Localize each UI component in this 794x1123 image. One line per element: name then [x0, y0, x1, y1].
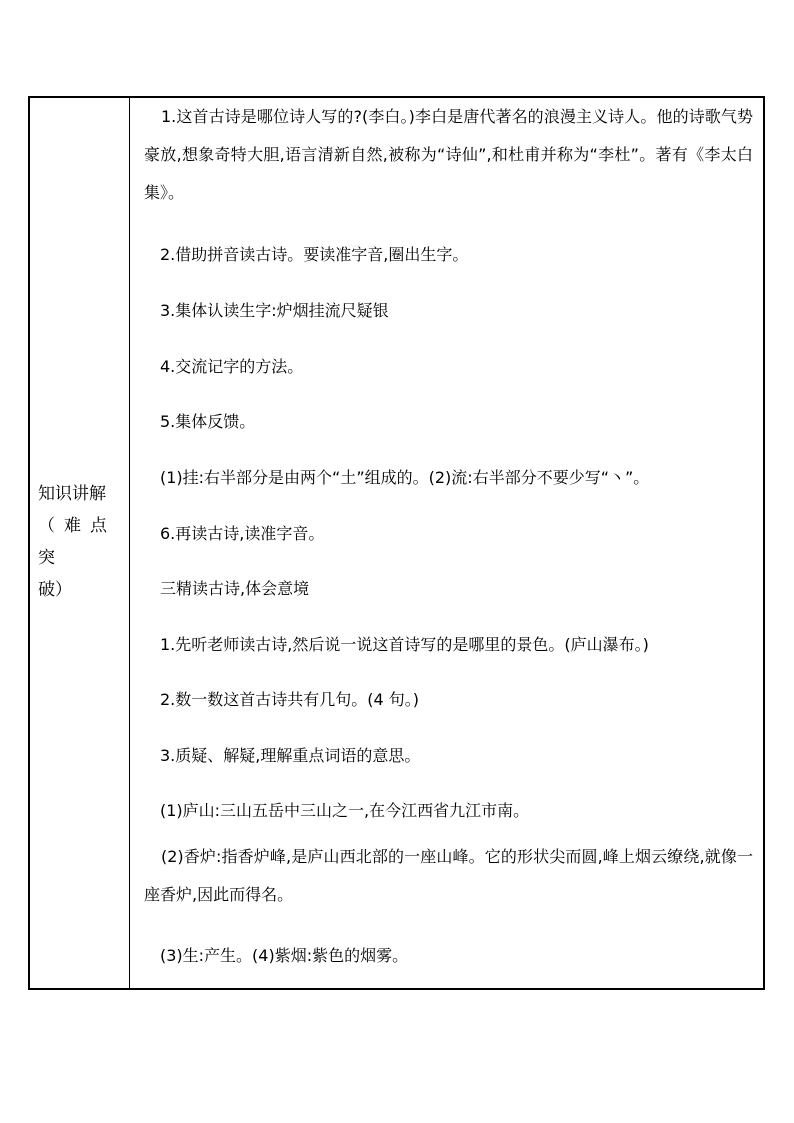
paragraph-ziyan: (3)生:产生。(4)紫烟:紫色的烟雾。 [160, 946, 409, 965]
lesson-table [28, 96, 765, 990]
section-heading-close-reading: 三精读古诗,体会意境 [160, 579, 310, 598]
row-label-subtitle: （难点突 [38, 516, 116, 568]
row-label-title: 知识讲解 [38, 484, 106, 504]
paragraph-scenery-question: 1.先听老师读古诗,然后说一说这首诗写的是哪里的景色。(庐山瀑布。) [160, 635, 649, 654]
paragraph-reread: 6.再读古诗,读准字音。 [160, 524, 325, 543]
row-label-cell [30, 98, 130, 988]
paragraph-new-characters: 3.集体认读生字:炉烟挂流尺疑银 [160, 301, 389, 320]
paragraph-vocabulary: 3.质疑、解疑,理解重点词语的意思。 [160, 746, 421, 765]
paragraph-feedback: 5.集体反馈。 [160, 412, 256, 431]
paragraph-memorize-method: 4.交流记字的方法。 [160, 357, 304, 376]
paragraph-lushan: (1)庐山:三山五岳中三山之一,在今江西省九江市南。 [160, 801, 530, 820]
paragraph-poet-intro: 1.这首古诗是哪位诗人写的?(李白。)李白是唐代著名的浪漫主义诗人。他的诗歌气势豪放,想象奇特大胆,语言清新自然,被称为“诗仙”,和杜甫并称为“李杜”。著有《李太白集》。 [144, 107, 753, 202]
paragraph-read-pinyin: 2.借助拼音读古诗。要读准字音,圈出生字。 [160, 245, 469, 264]
content-cell [130, 98, 763, 988]
paragraph-xianglu: (2)香炉:指香炉峰,是庐山西北部的一座山峰。它的形状尖而圆,峰上烟云缭绕,就像一座香炉,因此而得名。 [144, 847, 753, 904]
paragraph-character-notes: (1)挂:右半部分是由两个“土”组成的。(2)流:右半部分不要少写“丶”。 [160, 468, 650, 487]
paragraph-line-count: 2.数一数这首古诗共有几句。(4 句。) [160, 690, 420, 709]
row-label-subtitle-end: 破） [38, 580, 72, 600]
row-label [38, 478, 124, 606]
